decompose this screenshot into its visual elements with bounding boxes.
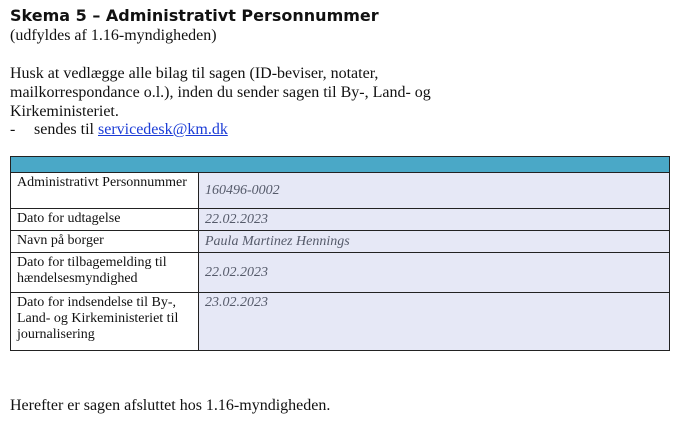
page-subtitle: (udfyldes af 1.16-myndigheden) xyxy=(10,27,217,44)
field-value-navn-borger[interactable]: Paula Martinez Hennings xyxy=(199,231,670,253)
send-to-line xyxy=(10,120,228,139)
bullet-dash: - xyxy=(10,121,16,138)
field-label-personnummer: Administrativt Personnummer xyxy=(11,173,199,209)
footer-text: Herefter er sagen afsluttet hos 1.16-myndigheden. xyxy=(10,397,331,414)
page-title: Skema 5 – Administrativt Personnummer xyxy=(10,6,379,25)
servicedesk-email-link[interactable]: servicedesk@km.dk xyxy=(98,121,228,138)
field-value-personnummer[interactable]: 160496-0002 xyxy=(199,173,670,209)
table-header-band xyxy=(11,157,670,173)
field-label-dato-indsendelse: Dato for indsendelse til By-, Land- og Kirkeministeriet til journalisering xyxy=(11,293,199,351)
send-to-prefix: sendes til xyxy=(34,121,98,138)
field-value-dato-udtagelse[interactable]: 22.02.2023 xyxy=(199,209,670,231)
field-label-dato-tilbagemelding: Dato for tilbagemelding til hændelsesmyndighed xyxy=(11,253,199,293)
table-row xyxy=(11,209,670,231)
instructions-text: Husk at vedlægge alle bilag til sagen (ID-beviser, notater, mailkorrespondance o.l.), inden du sender sagen til By-, Land- og Kirkeministeriet. xyxy=(10,65,431,120)
person-number-form xyxy=(10,156,670,351)
table-row xyxy=(11,173,670,209)
field-label-navn-borger: Navn på borger xyxy=(11,231,199,253)
field-value-dato-indsendelse[interactable]: 23.02.2023 xyxy=(199,293,670,351)
table-row xyxy=(11,231,670,253)
table-row xyxy=(11,253,670,293)
table-row xyxy=(11,293,670,351)
field-label-dato-udtagelse: Dato for udtagelse xyxy=(11,209,199,231)
field-value-dato-tilbagemelding[interactable]: 22.02.2023 xyxy=(199,253,670,293)
